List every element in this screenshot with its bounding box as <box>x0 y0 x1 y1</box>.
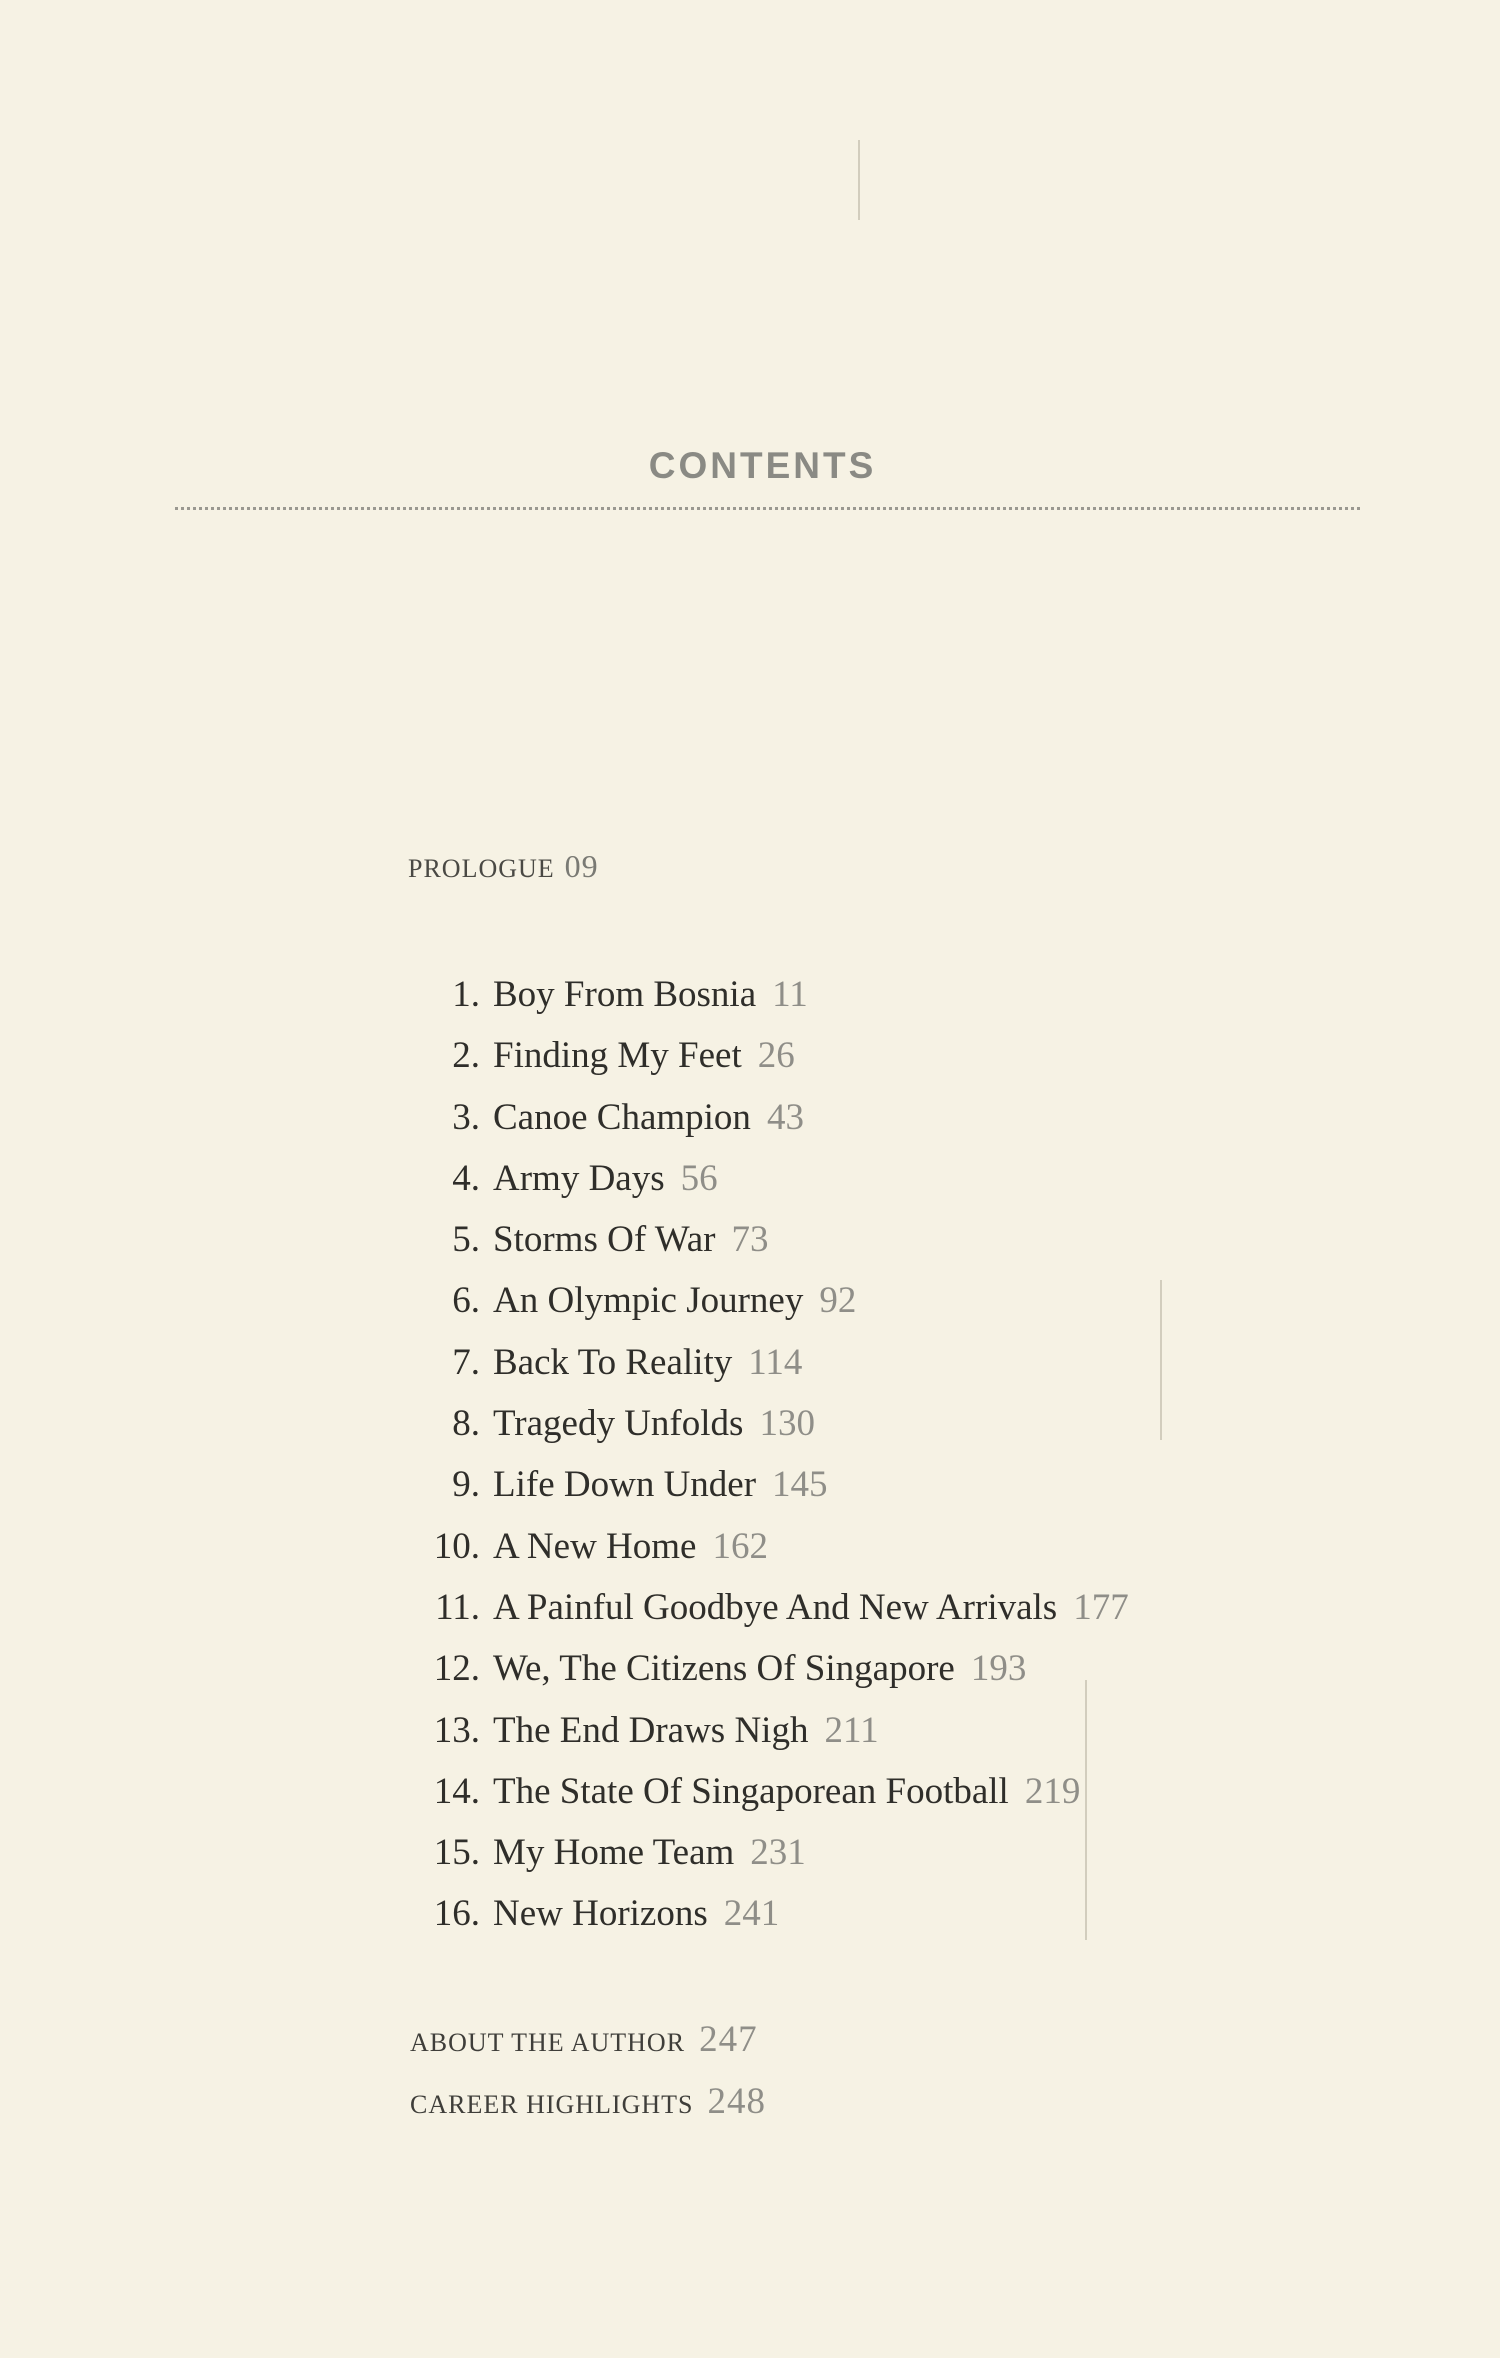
prologue-label: PROLOGUE <box>408 854 555 883</box>
chapter-list <box>400 964 1300 1945</box>
chapter-page-number: 114 <box>748 1341 803 1383</box>
chapter-number: 1. <box>452 974 480 1015</box>
chapter-title: Canoe Champion <box>493 1096 751 1138</box>
chapter-number: 3. <box>452 1096 480 1138</box>
chapter-number: 7. <box>452 1341 480 1383</box>
chapter-title: Life Down Under <box>493 1464 757 1506</box>
chapter-number: 15. <box>433 1832 480 1874</box>
chapter-title: My Home Team <box>493 1832 735 1874</box>
chapter-entry[interactable] <box>400 1393 1300 1454</box>
about-author-entry[interactable] <box>410 2018 758 2061</box>
chapter-title: An Olympic Journey <box>493 1280 804 1322</box>
chapter-entry[interactable] <box>400 964 1300 1025</box>
career-highlights-label: CAREER HIGHLIGHTS <box>410 2090 694 2119</box>
dotted-divider <box>175 507 1360 510</box>
chapter-page-number: 193 <box>970 1648 1027 1690</box>
career-highlights-page-number: 248 <box>707 2081 766 2122</box>
chapter-entry[interactable] <box>400 1025 1300 1086</box>
chapter-number: 6. <box>452 1280 480 1322</box>
career-highlights-entry[interactable] <box>410 2080 766 2123</box>
chapter-entry[interactable] <box>400 1148 1300 1209</box>
chapter-number: 13. <box>433 1709 480 1751</box>
chapter-number: 16. <box>433 1893 480 1935</box>
chapter-page-number: 211 <box>824 1709 879 1751</box>
chapter-entry[interactable] <box>400 1332 1300 1393</box>
chapter-page-number: 73 <box>731 1219 769 1261</box>
chapter-number: 12. <box>433 1648 480 1690</box>
chapter-page-number: 92 <box>819 1280 857 1322</box>
chapter-number: 9. <box>452 1464 480 1506</box>
chapter-entry[interactable] <box>400 1761 1300 1822</box>
chapter-page-number: 43 <box>766 1096 804 1138</box>
chapter-entry[interactable] <box>400 1087 1300 1148</box>
about-author-page-number: 247 <box>699 2019 758 2060</box>
chapter-title: A Painful Goodbye And New Arrivals <box>493 1586 1058 1628</box>
chapter-page-number: 26 <box>757 1035 795 1077</box>
chapter-page-number: 241 <box>723 1893 780 1935</box>
chapter-entry[interactable] <box>400 1577 1300 1638</box>
prologue-page-number: 09 <box>564 848 599 884</box>
chapter-number: 8. <box>452 1403 480 1445</box>
chapter-number: 5. <box>452 1219 480 1261</box>
chapter-title: Finding My Feet <box>493 1035 742 1077</box>
chapter-page-number: 56 <box>680 1157 718 1199</box>
chapter-entry[interactable] <box>400 1822 1300 1883</box>
chapter-number: 2. <box>452 1035 480 1077</box>
chapter-number: 4. <box>452 1157 480 1199</box>
chapter-title: Army Days <box>493 1157 665 1199</box>
contents-heading: CONTENTS <box>648 445 877 486</box>
scan-mark <box>858 140 860 220</box>
chapter-entry[interactable] <box>400 1516 1300 1577</box>
chapter-title: Storms Of War <box>493 1219 716 1261</box>
chapter-entry[interactable] <box>400 1638 1300 1699</box>
chapter-page-number: 11 <box>772 974 808 1015</box>
chapter-entry[interactable] <box>400 1883 1300 1944</box>
chapter-page-number: 177 <box>1073 1586 1129 1628</box>
chapter-title: Tragedy Unfolds <box>493 1403 744 1445</box>
chapter-page-number: 162 <box>712 1525 768 1567</box>
chapter-title: New Horizons <box>493 1893 708 1935</box>
chapter-page-number: 231 <box>750 1832 806 1874</box>
chapter-entry[interactable] <box>400 1209 1300 1270</box>
chapter-entry[interactable] <box>400 1454 1300 1515</box>
chapter-title: The State Of Singaporean Football <box>493 1770 1009 1812</box>
chapter-title: Back To Reality <box>493 1341 733 1383</box>
chapter-title: We, The Citizens Of Singapore <box>493 1648 955 1690</box>
chapter-entry[interactable] <box>400 1700 1300 1761</box>
chapter-number: 11. <box>435 1586 480 1628</box>
chapter-title: A New Home <box>493 1525 697 1567</box>
chapter-page-number: 145 <box>772 1464 828 1506</box>
chapter-page-number: 130 <box>759 1403 815 1445</box>
chapter-title: Boy From Bosnia <box>493 974 757 1015</box>
chapter-number: 14. <box>433 1770 480 1812</box>
chapter-entry[interactable] <box>400 1270 1300 1331</box>
prologue-entry[interactable] <box>408 848 599 885</box>
chapter-page-number: 219 <box>1024 1770 1081 1812</box>
chapter-number: 10. <box>433 1525 480 1567</box>
chapter-title: The End Draws Nigh <box>493 1709 809 1751</box>
about-author-label: ABOUT THE AUTHOR <box>410 2028 686 2057</box>
